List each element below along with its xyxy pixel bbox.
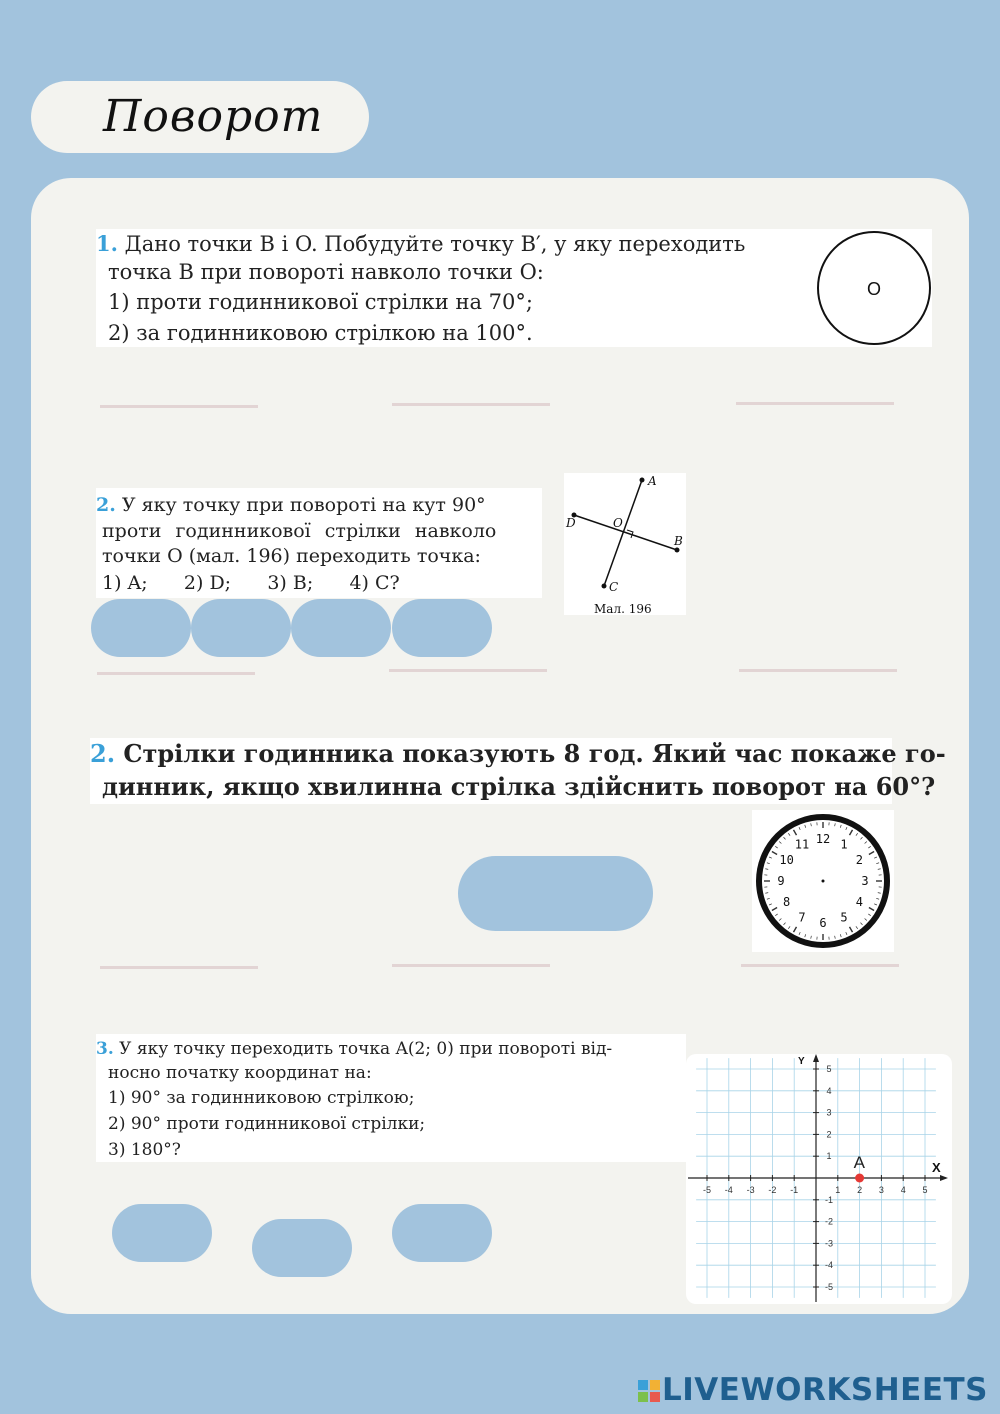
question-2-line-1: У яку точку при повороті на кут 90°: [121, 494, 486, 516]
x-tick-label: 5: [922, 1185, 928, 1195]
point-a: [640, 478, 645, 483]
question-3-number: 2.: [90, 739, 116, 768]
x-tick-label: -1: [790, 1185, 799, 1195]
clock-number: 2: [855, 853, 863, 867]
clock-number: 6: [819, 916, 827, 930]
clock-number: 12: [815, 832, 831, 846]
y-axis-label: Y: [798, 1056, 805, 1067]
question-1: [96, 229, 932, 347]
question-4-line-3: 1) 90° за годинниковою стрілкою;: [108, 1088, 415, 1108]
x-axis-arrow: [940, 1175, 948, 1181]
y-tick-label: -1: [824, 1194, 834, 1205]
question-3-line-1: Стрілки годинника показують 8 год. Який час покаже го-: [123, 739, 946, 768]
label-c: C: [609, 580, 619, 594]
point-a-label: A: [853, 1153, 865, 1172]
answer-field-3[interactable]: [392, 1204, 492, 1262]
question-1-number: 1.: [96, 231, 118, 256]
question-4-line-4: 2) 90° проти годинникової стрілки;: [108, 1114, 426, 1134]
question-2-number: 2.: [96, 494, 116, 516]
circle-label: O: [866, 279, 882, 299]
answer-line: [97, 672, 255, 675]
answer-line: [736, 402, 894, 405]
x-tick-label: 1: [835, 1185, 841, 1195]
y-tick-label: -4: [824, 1260, 834, 1271]
clock-number: 7: [798, 910, 806, 925]
clock-number: 3: [861, 874, 869, 888]
question-4-line-1: У яку точку переходить точка A(2; 0) при повороті від-: [119, 1039, 613, 1059]
question-2-line-4: 1) A; 2) D; 3) B; 4) C?: [102, 572, 400, 594]
logo-text: LIVEWORKSHEETS: [662, 1372, 988, 1408]
question-4-line-2: носно початку координат на:: [108, 1063, 372, 1083]
line-db: [574, 515, 677, 550]
x-tick-label: 3: [878, 1185, 884, 1195]
y-tick-label: 1: [826, 1151, 832, 1162]
point-b: [675, 548, 680, 553]
question-4-line-5: 3) 180°?: [108, 1140, 181, 1160]
answer-line: [739, 669, 897, 672]
answer-line: [389, 669, 547, 672]
x-tick-label: -2: [768, 1185, 777, 1195]
clock-number: 8: [783, 895, 791, 909]
label-b: B: [674, 534, 683, 548]
y-tick-label: -2: [824, 1216, 834, 1227]
label-d: D: [566, 516, 576, 530]
y-tick-label: 2: [826, 1129, 832, 1140]
question-1-line-2: точка B при повороті навколо точки O:: [108, 260, 544, 284]
answer-line: [741, 964, 899, 967]
y-tick-label: 5: [826, 1064, 832, 1074]
x-tick-label: 4: [900, 1185, 906, 1195]
question-2: [96, 488, 542, 598]
answer-line: [100, 966, 258, 969]
x-tick-label: -5: [702, 1185, 712, 1195]
clock-number: 4: [855, 895, 863, 909]
question-2-line-2: проти годинникової стрілки навколо: [102, 520, 497, 542]
figure-196: [564, 473, 686, 615]
clock-number: 5: [840, 910, 848, 925]
answer-field-d[interactable]: [191, 599, 291, 657]
answer-line: [392, 403, 550, 406]
question-4-number: 3.: [96, 1039, 114, 1059]
y-tick-label: -3: [824, 1238, 834, 1249]
question-1-line-3: 1) проти годинникової стрілки на 70°;: [108, 290, 533, 314]
clock-number: 9: [777, 874, 785, 888]
label-a: A: [648, 474, 657, 488]
label-o: O: [613, 516, 623, 530]
clock-number: 1: [840, 837, 848, 852]
coordinate-plane: [686, 1054, 952, 1304]
clock-center: [822, 880, 825, 883]
answer-field-a[interactable]: [91, 599, 191, 657]
x-tick-label: -3: [746, 1185, 755, 1195]
question-1-line-1: Дано точки B і O. Побудуйте точку B′, у яку переходить: [124, 232, 746, 256]
logo-icon: [638, 1380, 660, 1402]
answer-line: [392, 964, 550, 967]
page-title: Поворот: [103, 91, 324, 142]
y-tick-label: 4: [826, 1085, 832, 1096]
answer-field-b[interactable]: [291, 599, 391, 657]
point-c: [602, 584, 607, 589]
coordinate-plot: [686, 1054, 952, 1304]
x-tick-label: -4: [724, 1185, 733, 1195]
clock-number: 11: [794, 837, 810, 852]
circle-o-figure: [814, 229, 932, 347]
y-tick-label: 3: [826, 1107, 832, 1118]
question-1-line-4: 2) за годинниковою стрілкою на 100°.: [108, 321, 533, 345]
figure-caption: Мал. 196: [594, 602, 652, 615]
question-3: [90, 738, 946, 804]
answer-line: [100, 405, 258, 408]
clock-number: 10: [779, 853, 794, 867]
title-pill: [31, 81, 369, 153]
y-axis-arrow: [813, 1054, 819, 1062]
question-3-line-2: динник, якщо хвилинна стрілка здійснить поворот на 60°?: [102, 772, 936, 801]
answer-field-time[interactable]: [458, 856, 653, 931]
clock-face: [752, 810, 894, 952]
liveworksheets-logo: [638, 1372, 988, 1408]
answer-field-c[interactable]: [392, 599, 492, 657]
line-ac: [604, 480, 642, 586]
answer-field-2[interactable]: [252, 1219, 352, 1277]
clock-figure: [752, 810, 894, 952]
figure-196-drawing: [564, 473, 686, 615]
point-a-marker: [855, 1174, 864, 1183]
x-axis-label: X: [932, 1160, 941, 1175]
y-tick-label: -5: [824, 1282, 834, 1292]
question-4: [96, 1034, 686, 1162]
question-2-line-3: точки O (мал. 196) переходить точка:: [102, 545, 481, 567]
x-tick-label: 2: [857, 1185, 863, 1195]
answer-field-1[interactable]: [112, 1204, 212, 1262]
